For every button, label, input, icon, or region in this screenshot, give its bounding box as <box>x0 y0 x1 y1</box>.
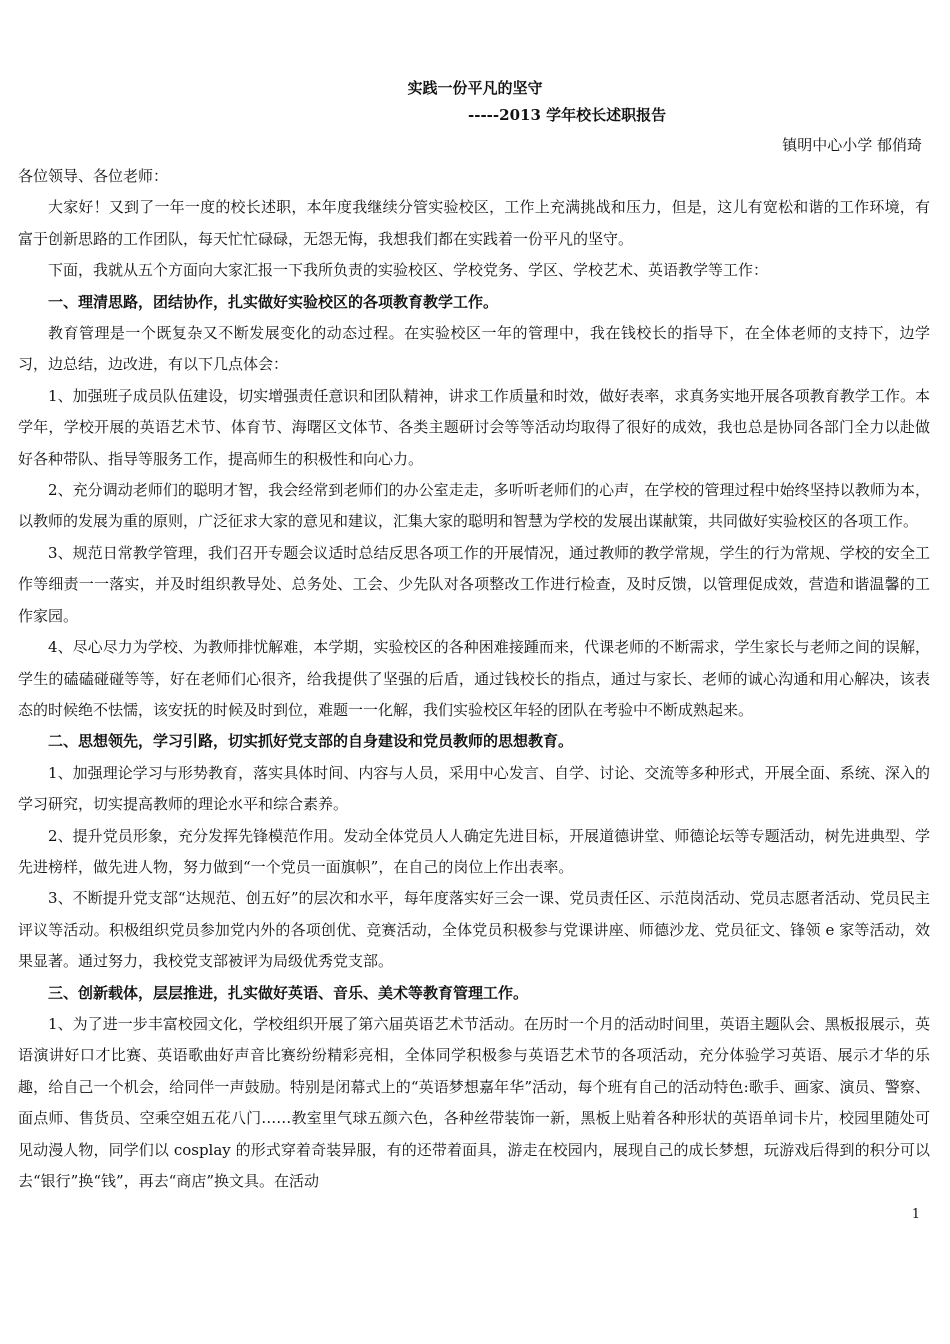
section-2-paragraph: 2、提升党员形象，充分发挥先锋模范作用。发动全体党员人人确定先进目标，开展道德讲堂、师德论坛等专题活动，树先进典型、学先进榜样，做先进人物，努力做到“一个党员一面旗帜”，在自己的岗位上作出表率。 <box>18 826 930 876</box>
paragraph-greeting: 大家好！又到了一年一度的校长述职，本年度我继续分管实验校区，工作上充满挑战和压力，但是，这儿有宽松和谐的工作环境，有富于创新思路的工作团队，每天忙忙碌碌，无怨无悔，我想我们都在实践着一份平凡的坚守。 <box>18 198 930 248</box>
salutation: 各位领导、各位老师： <box>18 167 169 185</box>
paragraph-overview: 下面，我就从五个方面向大家汇报一下我所负责的实验校区、学校党务、学区、学校艺术、英语教学等工作： <box>48 261 769 280</box>
section-1-paragraph: 教育管理是一个既复杂又不断发展变化的动态过程。在实验校区一年的管理中，我在钱校长的指导下，在全体老师的支持下，边学习，边总结，边改进，有以下几点体会： <box>18 324 930 374</box>
section-1-paragraph: 1、加强班子成员队伍建设，切实增强责任意识和团队精神，讲求工作质量和时效，做好表率，求真务实地开展各项教育教学工作。本学年，学校开展的英语艺术节、体育节、海曙区文体节、各类主题研讨会等等活动均取得了很好的成效，我也总是协同各部门全力以赴做好各种带队、指导等服务工作，提高师生的积极性和向心力。 <box>18 386 930 468</box>
section-1-paragraph: 4、尽心尽力为学校、为教师排忧解难，本学期，实验校区的各种困难接踵而来，代课老师的不断需求，学生家长与老师之间的误解，学生的磕磕碰碰等等，好在老师们心很齐，给我提供了坚强的后盾，通过钱校长的指点，通过与家长、老师的诚心沟通和用心解决，该表态的时候绝不怯懦，该安抚的时候及时到位，难题一一化解，我们实验校区年轻的团队在考验中不断成熟起来。 <box>18 638 930 719</box>
section-2-paragraph: 1、加强理论学习与形势教育，落实具体时间、内容与人员，采用中心发言、自学、讨论、交流等多种形式，开展全面、系统、深入的学习研究，切实提高教师的理论水平和综合素养。 <box>18 763 930 814</box>
section-3-paragraph: 1、为了进一步丰富校园文化，学校组织开展了第六届英语艺术节活动。在历时一个月的活动时间里，英语主题队会、黑板报展示，英语演讲好口才比赛、英语歌曲好声音比赛纷纷精彩亮相，全体同学积极参与英语艺术节的各项活动，充分体验学习英语、展示才华的乐趣，给自己一个机会，给同伴一声鼓励。特别是闭幕式上的“英语梦想嘉年华”活动，每个班有自己的活动特色:歌手、画家、演员、警察、面点师、售货员、空乘空姐五花八门……教室里气球五颜六色，各种丝带装饰一新，黑板上贴着各种形状的英语单词卡片，校园里随处可见动漫人物，同学们以 cosplay 的形式穿着奇装异服，有的还带着面具，游走在校园内，展现自己的成长梦想，玩游戏后得到的积分可以去“银行”换“钱”，再去“商店”换文具。在活动 <box>18 1014 930 1190</box>
author-line: 镇明中心小学 郁俏琦 <box>782 136 922 154</box>
section-2-paragraph: 3、不断提升党支部“达规范、创五好”的层次和水平，每年度落实好三会一课、党员责任区、示范岗活动、党员志愿者活动、党员民主评议等活动。积极组织党员参加党内外的各项创优、竞赛活动，全体党员积极参与党课讲座、师德沙龙、党员征文、锋领 e 家等活动，效果显著。通过努力，我校党支部被评为局级优秀党支部。 <box>18 889 930 971</box>
page-number: 1 <box>911 1207 920 1222</box>
document-subtitle: -----2013 学年校长述职报告 <box>468 106 667 124</box>
section-3-heading: 三、创新载体，层层推进，扎实做好英语、音乐、美术等教育管理工作。 <box>48 983 529 1002</box>
document-body <box>18 161 930 1197</box>
section-1-heading: 一、理清思路，团结协作，扎实做好实验校区的各项教育教学工作。 <box>48 292 499 311</box>
document-title: 实践一份平凡的坚守 <box>407 79 543 97</box>
section-1-paragraph: 2、充分调动老师们的聪明才智，我会经常到老师们的办公室走走，多听听老师们的心声，在学校的管理过程中始终坚持以教师为本，以教师的发展为重的原则，广泛征求大家的意见和建议，汇集大家的聪明和智慧为学校的发展出谋献策，共同做好实验校区的各项工作。 <box>18 481 930 531</box>
section-2-heading: 二、思想领先，学习引路，切实抓好党支部的自身建设和党员教师的思想教育。 <box>48 732 574 751</box>
section-1-paragraph: 3、规范日常教学管理，我们召开专题会议适时总结反思各项工作的开展情况，通过教师的教学常规，学生的行为常规、学校的安全工作等细责一一落实，并及时组织教导处、总务处、工会、少先队对各项整改工作进行检查，及时反馈，以管理促成效，营造和谐温馨的工作家园。 <box>18 543 930 625</box>
